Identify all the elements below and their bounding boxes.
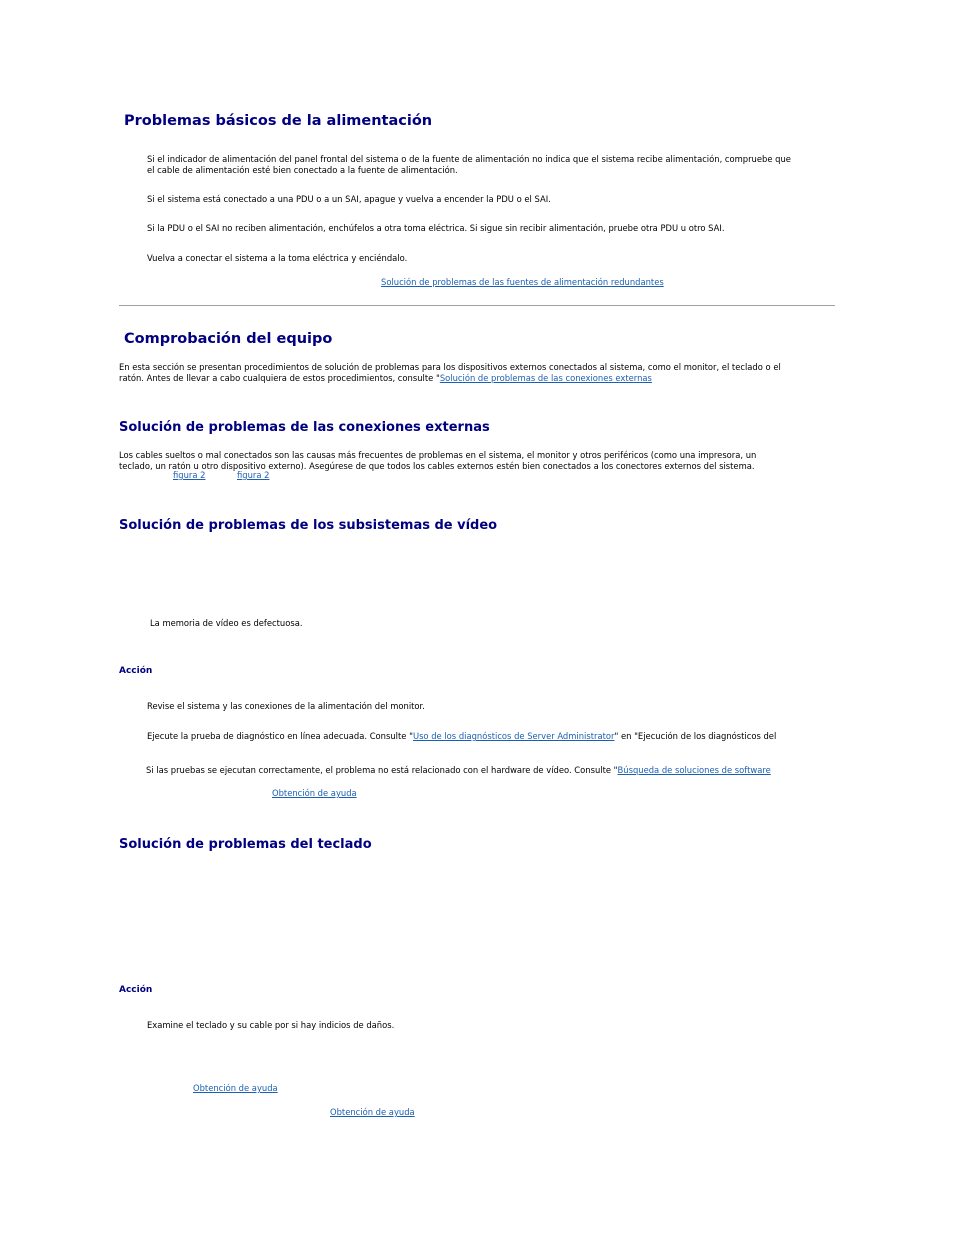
keyboard-action-heading: Acción bbox=[119, 985, 153, 995]
video-step-3 bbox=[146, 765, 771, 776]
power-paragraph-1-line-2: el cable de alimentación esté bien conectado a la fuente de alimentación. bbox=[147, 164, 458, 175]
external-paragraph-line-1: Los cables sueltos o mal conectados son las causas más frecuentes de problemas en el sistema, el monitor y otros periféricos (como una impresora, un bbox=[119, 450, 757, 460]
video-cause: La memoria de vídeo es defectuosa. bbox=[150, 618, 303, 628]
video-step-2-suffix: " en "Ejecución de los diagnósticos del bbox=[614, 731, 777, 741]
section-divider bbox=[119, 305, 835, 306]
equipment-intro-line-1: En esta sección se presentan procedimientos de solución de problemas para los dispositivos externos conectados al sistema, como el monitor, el teclado o el bbox=[119, 362, 781, 372]
power-paragraph-3: Si la PDU o el SAI no reciben alimentación, enchúfelos a otra toma eléctrica. Si sigue sin recibir alimentación, pruebe otra PDU u otro SAI. bbox=[147, 223, 725, 233]
keyboard-step-1: Examine el teclado y su cable por si hay indicios de daños. bbox=[147, 1020, 395, 1030]
keyboard-heading: Solución de problemas del teclado bbox=[119, 837, 372, 852]
external-paragraph-line-2: teclado, un ratón u otro dispositivo externo). Asegúrese de que todos los cables externos estén bien conectados a los conectores externos del sistema. bbox=[119, 460, 755, 471]
equipment-heading: Comprobación del equipo bbox=[124, 331, 333, 347]
external-connections-link[interactable]: Solución de problemas de las conexiones externas bbox=[439, 372, 652, 383]
video-get-help-link[interactable]: Obtención de ayuda bbox=[272, 788, 357, 798]
keyboard-get-help-link-b[interactable]: Obtención de ayuda bbox=[330, 1107, 415, 1117]
video-heading: Solución de problemas de los subsistemas de vídeo bbox=[119, 518, 498, 533]
redundant-power-link[interactable]: Solución de problemas de las fuentes de alimentación redundantes bbox=[381, 277, 664, 287]
video-step-2-prefix: Ejecute la prueba de diagnóstico en línea adecuada. Consulte " bbox=[147, 731, 413, 741]
video-step-3-prefix: Si las pruebas se ejecutan correctamente, el problema no está relacionado con el hardware de vídeo. Consulte " bbox=[146, 765, 618, 775]
software-solutions-link[interactable]: Búsqueda de soluciones de software bbox=[617, 765, 771, 775]
power-paragraph-1 bbox=[147, 154, 791, 175]
power-paragraph-4: Vuelva a conectar el sistema a la toma eléctrica y enciéndalo. bbox=[147, 253, 408, 263]
equipment-intro bbox=[119, 362, 781, 383]
video-step-2 bbox=[147, 731, 776, 742]
equipment-intro-prefix: ratón. Antes de llevar a cabo cualquiera de estos procedimientos, consulte " bbox=[119, 372, 440, 383]
external-connections-heading: Solución de problemas de las conexiones externas bbox=[119, 420, 490, 435]
power-heading: Problemas básicos de la alimentación bbox=[124, 113, 433, 129]
power-paragraph-1-line-1: Si el indicador de alimentación del panel frontal del sistema o de la fuente de alimentación no indica que el sistema recibe alimentación, compruebe que bbox=[147, 154, 791, 164]
power-paragraph-2: Si el sistema está conectado a una PDU o a un SAI, apague y vuelva a encender la PDU o el SAI. bbox=[147, 194, 551, 204]
keyboard-get-help-link-a[interactable]: Obtención de ayuda bbox=[193, 1083, 278, 1093]
equipment-intro-line-2 bbox=[119, 373, 781, 384]
video-step-1: Revise el sistema y las conexiones de la alimentación del monitor. bbox=[147, 701, 425, 711]
figure-2-link-b[interactable]: figura 2 bbox=[237, 470, 270, 480]
figure-2-link-a[interactable]: figura 2 bbox=[173, 470, 206, 480]
video-action-heading: Acción bbox=[119, 666, 153, 676]
external-connections-paragraph bbox=[119, 450, 756, 471]
server-administrator-diagnostics-link[interactable]: Uso de los diagnósticos de Server Administrator bbox=[412, 731, 615, 741]
